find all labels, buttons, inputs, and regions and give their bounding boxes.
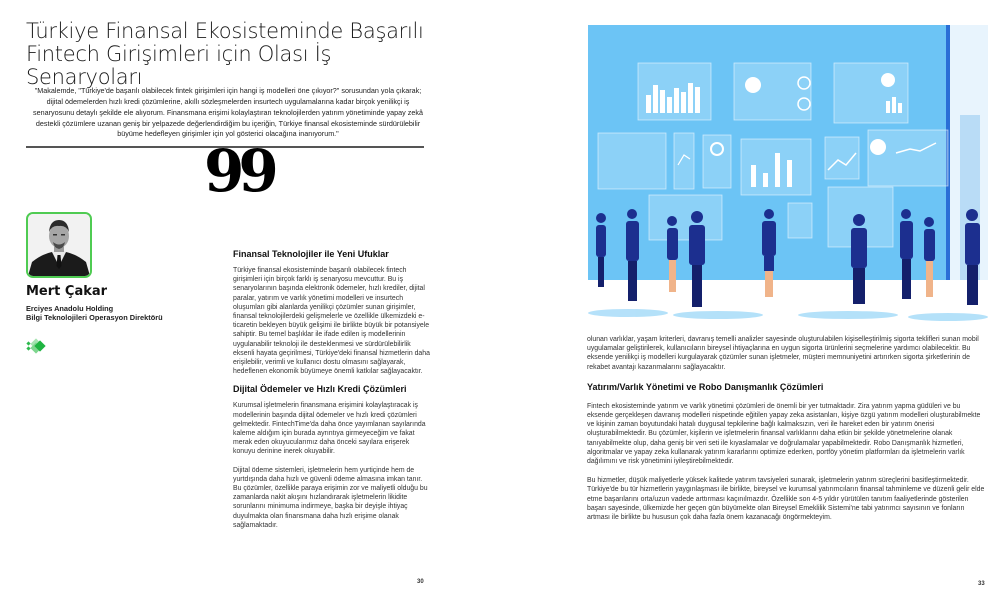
left-page [0, 0, 470, 600]
author-name: Mert Çakar [26, 284, 108, 299]
intro-quote: "Makalemde, "Türkiye'de başarılı olabilecek fintek girişimleri için hangi iş modelleri öne çıkıyor?" sorusundan yola çıkarak; dijital ödemelerden hızlı kredi çözümlerine, akıllı sözleşmelerden insurtech uygulamalarına kadar birçok yenilikçi iş senaryosunu detaylı şekilde ele alıyorum. Finansmana erişimi kolaylaştıran teknolojilerden yatırım yönetiminde yapay zekâ destekli çözümlere uzanan geniş bir yelpazede değerlendirdiğim bu içeriğin, Türkiye finansal ekosisteminde sürdürülebilir büyüme hedefleyen girişimler için yol gösterici olacağına inanıyorum." [33, 86, 423, 139]
section-body: Fintech ekosisteminde yatırım ve varlık yönetimi çözümleri de önemli bir yer tutmaktadır. Zira yatırım yapma güdüleri ve bu eksende gerçekleşen davranış modelleri nispetinde eğitilen yapay zeka asistanları, kişiye özgü yatırım modelleri oluşturabilmekte ve kişinin zaman boyutundaki hatalı duygusal tepkilerine bağlı kalmaksızın, veri ile hareket eden bir yatırım önerisi oluşturabilmektedir. Bu çözümler, kişilerin ve işletmelerin finansal varlıklarını daha etkin bir şekilde yönetmelerine olanak tanıyabilmekte olup, daha geniş bir veri seti ile kıyaslamalar ve doğrulamalar yapabilmektedir. Robo Danışmanlık hizmetleri, algoritmalar ve yapay zeka kullanarak yatırım kararlarını optimize ederken, portföy yönetim platformları da işletmelerin varlık dağılımını ve risk yönetimini iyileştirebilmektedir. [587, 402, 981, 466]
author-affiliation [26, 304, 163, 322]
section-body: Türkiye finansal ekosisteminde başarılı olabilecek fintech girişimleri için birçok farklı iş senaryosu mevcuttur. Bu iş senaryolarının başında elektronik ödemeler, hızlı krediler, dijital paralar, yatırım ve varlık yönetimi modelleri ve insurtech oluşumları gibi alanlarda yenilikçi çözümler sunan girişimler, finansal teknolojilerdeki gelişmelerle ve özellikle ülkemizdeki e-ticaretin bekleyen büyük gelişimi ile birlikte büyük bir potansiyele sahiptir. Bu temel başlıklar ile ifade edilen iş modellerinin uygulanabilir teknoloji ile desteklenmesi ve sürdürülebilirlik eksenli hayata geçirilmesi, Türkiye'deki finansal hizmetlerin daha erişilebilir, verimli ve kullanıcı dostu olmasını sağlayarak, hedeflenen ekonomik büyümeye önemli katkılar sağlayacaktır. [233, 267, 430, 376]
hero-illustration [588, 25, 988, 325]
dashboard-panel [825, 137, 859, 179]
dashboard-panel [868, 130, 948, 186]
section-body: Kurumsal işletmelerin finansmana erişimini kolaylaştıracak iş modellerinin başında dijital ödemeler ve hızlı kredi çözümleri gelmektedir. FintechTime'da daha önce yayımlanan sayılarında kaleme aldığım için burada ayrıntıya girmeyeceğim ve fakat merak eden okuyucularımız daha önceki sayılara erişerek konuyu derinine inerek okuyabilir. [233, 402, 426, 456]
section-heading: Finansal Teknolojiler ile Yeni Ufuklar [233, 249, 389, 259]
page-number: 33 [978, 581, 985, 587]
section-body: Dijital ödeme sistemleri, işletmelerin hem yurtiçinde hem de yurtdışında daha hızlı ve güvenli ödeme almasına imkan tanır. Bu çözümler, özellikle paraya erişimin zor ve maliyetli olduğu bu zamanlarda nakit akışını hızlandırarak işletmelerin likidite sorunlarını minimuma indirmeye, başka bir deyişle ihtiyaç duyulmakta olan finansmana daha hızlı erişime olanak sağlamaktadır. [233, 466, 428, 529]
section-financial-tech [233, 249, 431, 530]
dashboard-panel [734, 63, 811, 120]
dashboard-panel [834, 63, 908, 123]
dashboard-panel [788, 203, 812, 238]
author-company: Erciyes Anadolu Holding [26, 304, 114, 313]
right-column [587, 335, 987, 522]
title-line-1: Türkiye Finansal Ekosisteminde Başarılı [26, 19, 424, 43]
author-avatar [26, 212, 92, 278]
author-title: Bilgi Teknolojileri Operasyon Direktörü [26, 313, 163, 322]
quote-mark-icon: 99 [204, 137, 273, 205]
dashboard-panel [674, 133, 694, 189]
continued-paragraph: olunan varlıklar, yaşam kriterleri, davranış temelli analizler sayesinde oluşturulabilen kişiselleştirilmiş sigorta teklifleri sunan mobil uygulamalar geliştirilerek, kullanıcıların bireysel ihtiyaçlarına en uygun sigorta ürünlerini seçmelerine yardımcı olabilecektir. Bu eksende yenilikçi iş modelleri kurgulayarak çözümler sunan işletmeler, müşteri memnuniyetini artırırken sigorta şirketlerinin de rekabet avantajı kazanmalarını sağlayacaktır. [587, 336, 979, 371]
section-heading: Dijital Ödemeler ve Hızlı Kredi Çözümleri [233, 384, 407, 395]
dashboard-panel [649, 195, 722, 240]
title-line-2: Fintech Girişimleri için Olası İş Senaryoları [26, 42, 332, 89]
section-body: Bu hizmetler, düşük maliyetlerle yüksek kalitede yatırım tavsiyeleri sunarak, işletmelerin yatırım süreçlerini basitleştirmektedir. Türkiye'de bu tür hizmetlerin yaygınlaşması ile birlikte, bireysel ve kurumsal yatırımcıların finansal tahminleme ve düzenli gelir elde etme başarılarını orta/uzun vadede arttırması kaçınılmazdır. Özellikle son 4-5 yıldır yürütülen tanıtım faaliyetlerinde gösterilen başarı sayesinde, ülkemizde her geçen gün büyümekte olan Bireysel Emeklilik Sistemi'ne tabi yatırımcı sayısının ve fonların artması ile birlikte bu hususun çok daha fazla önem kazanacağı öngörmekteyim. [587, 477, 985, 522]
page-number: 30 [417, 579, 424, 585]
author-photo [28, 214, 90, 276]
section-heading: Yatırım/Varlık Yönetimi ve Robo Danışmanlık Çözümleri [587, 381, 824, 392]
dashboard-panel [598, 133, 666, 189]
business-team-image [588, 25, 988, 325]
article-title [26, 20, 426, 89]
person [965, 209, 980, 305]
brand-logo-icon [26, 338, 48, 354]
